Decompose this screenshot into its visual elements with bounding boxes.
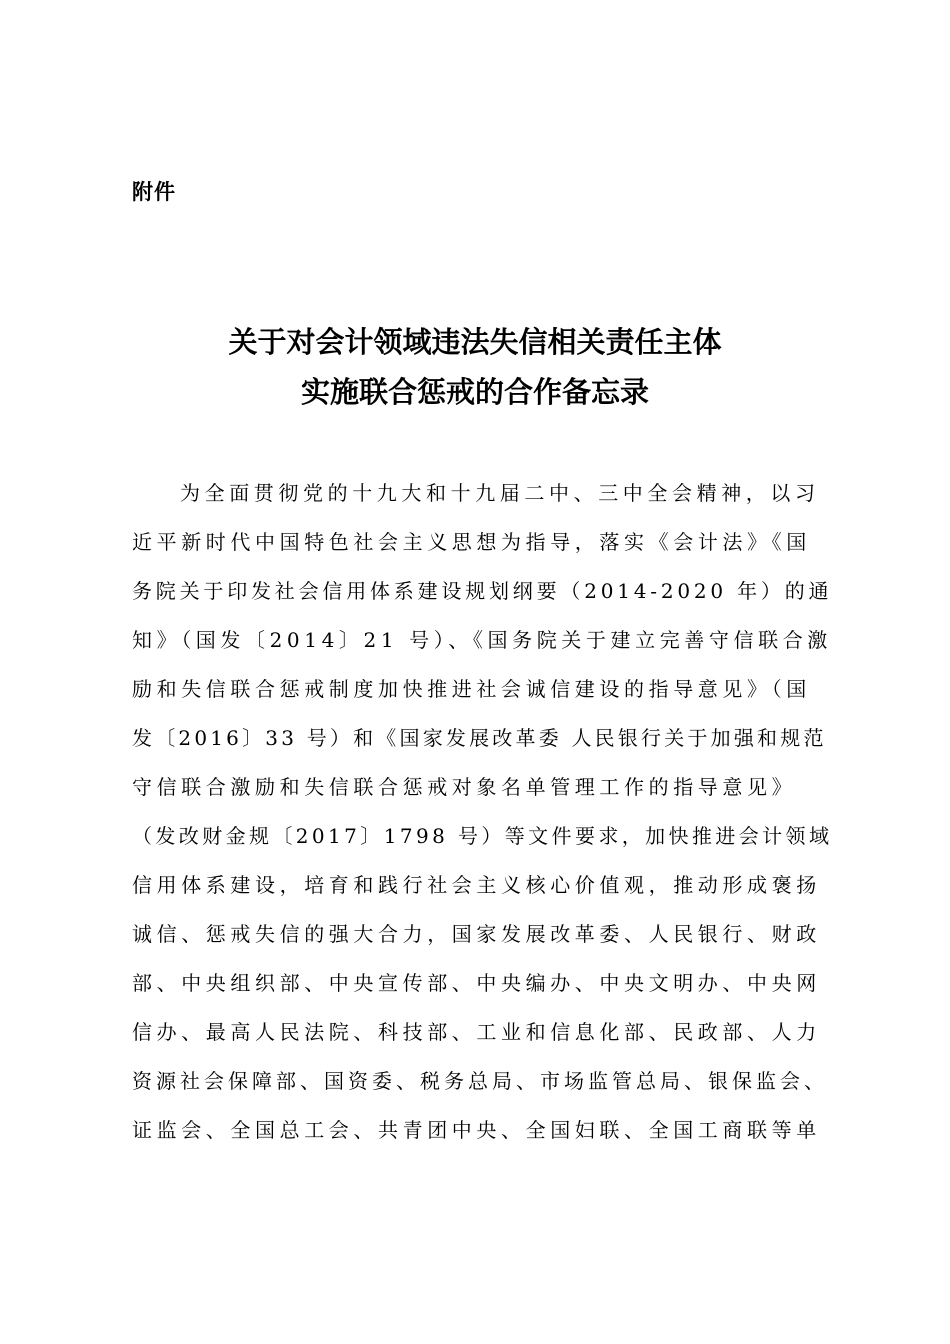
body-line-10: 诚信、惩戒失信的强大合力，国家发展改革委、人民银行、财政 xyxy=(132,922,821,946)
body-line-14: 证监会、全国总工会、共青团中央、全国妇联、全国工商联等单 xyxy=(132,1118,821,1142)
body-line-8: （发改财金规〔2017〕1798 号）等文件要求，加快推进会计领域 xyxy=(132,824,833,848)
body-line-13: 资源社会保障部、国资委、税务总局、市场监管总局、银保监会、 xyxy=(132,1069,828,1093)
body-line-7: 守信联合激励和失信联合惩戒对象名单管理工作的指导意见》 xyxy=(132,775,797,799)
document-title-line-1: 关于对会计领域违法失信相关责任主体 xyxy=(228,325,722,359)
body-line-5: 励和失信联合惩戒制度加快推进社会诚信建设的指导意见》（国 xyxy=(132,677,811,701)
body-line-4: 知》（国发〔2014〕21 号）、《国务院关于建立完善守信联合激 xyxy=(132,628,832,652)
body-line-2: 近平新时代中国特色社会主义思想为指导，落实《会计法》《国 xyxy=(132,530,811,554)
body-line-9: 信用体系建设，培育和践行社会主义核心价值观，推动形成褒扬 xyxy=(132,873,821,897)
body-line-1: 为全面贯彻党的十九大和十九届二中、三中全会精神，以习 xyxy=(180,481,820,505)
body-line-3: 务院关于印发社会信用体系建设规划纲要（2014-2020 年）的通 xyxy=(132,579,833,603)
body-line-12: 信办、最高人民法院、科技部、工业和信息化部、民政部、人力 xyxy=(132,1020,821,1044)
body-line-6: 发〔2016〕33 号）和《国家发展改革委 人民银行关于加强和规范 xyxy=(132,726,827,750)
document-title-line-2: 实施联合惩戒的合作备忘录 xyxy=(300,375,649,409)
body-line-11: 部、中央组织部、中央宣传部、中央编办、中央文明办、中央网 xyxy=(132,971,821,995)
attachment-label: 附件 xyxy=(132,180,176,204)
